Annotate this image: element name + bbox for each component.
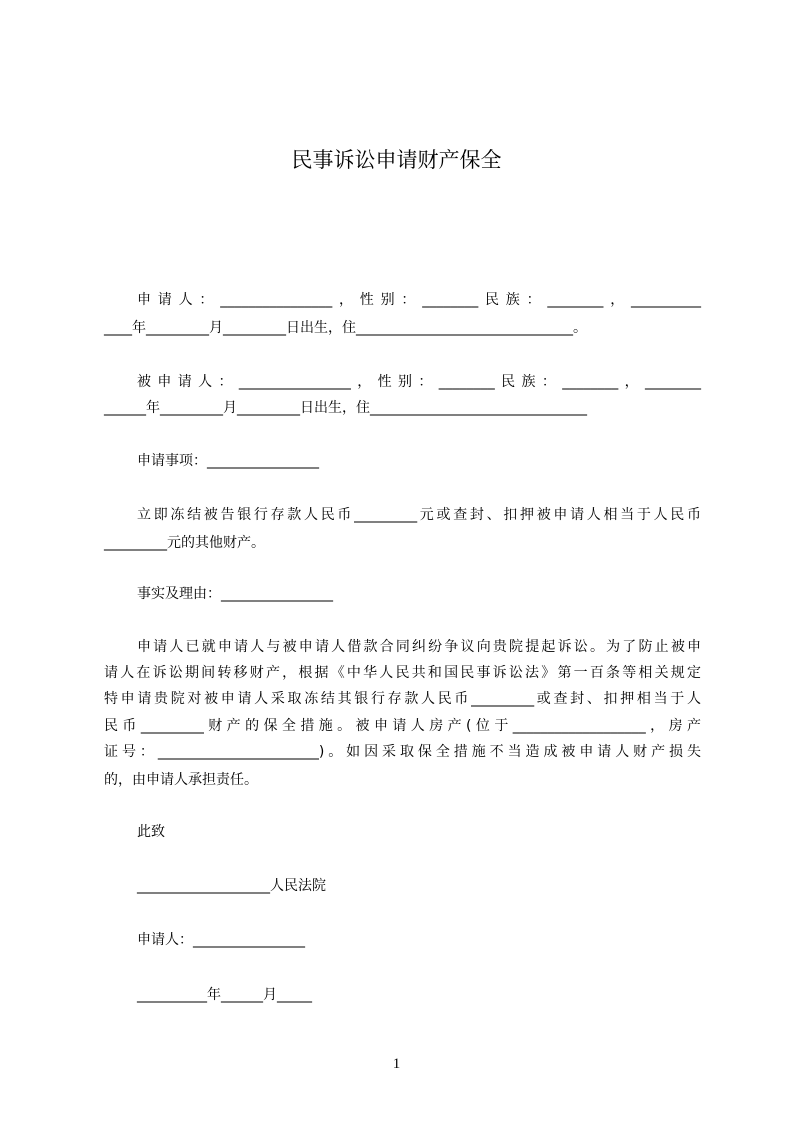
applicant-line-2: ____年_________月_________日出生，住_______________________________。 xyxy=(104,320,587,336)
body-line-3: 特申请贵院对被申请人采取冻结其银行存款人民币_________或查封、扣押相当于人 xyxy=(104,691,701,707)
applicant-line-1: 申请人：________________，性别：________民族：________，__________ xyxy=(137,292,701,308)
body-line-6: 的，由申请人承担责任。 xyxy=(104,772,258,788)
body-line-1: 申请人已就申请人与被申请人借款合同纠纷争议向贵院提起诉讼。为了防止被申 xyxy=(137,639,701,655)
respondent-line-2: ______年_________月_________日出生，住_______________________________ xyxy=(104,400,587,416)
request-line-1: 立即冻结被告银行存款人民币_________元或查封、扣押被申请人相当于人民币 xyxy=(137,507,701,523)
respondent-line-1: 被申请人：________________，性别：________民族：________，________ xyxy=(137,374,701,390)
signature-date: __________年______月_____ xyxy=(137,987,312,1003)
salutation: 此致 xyxy=(137,824,165,840)
request-line-2: _________元的其他财产。 xyxy=(104,535,265,551)
body-line-5: 证号：_______________________)。如因采取保全措施不当造成被申请人财产损失 xyxy=(104,744,701,760)
document-title: 民事诉讼申请财产保全 xyxy=(291,148,502,172)
page-number: 1 xyxy=(392,1056,401,1072)
body-line-4: 民币_________财产的保全措施。被申请人房产(位于___________________，房产 xyxy=(104,718,701,734)
request-items: 申请事项：________________ xyxy=(137,453,319,469)
body-line-2: 请人在诉讼期间转移财产，根据《中华人民共和国民事诉讼法》第一百条等相关规定 xyxy=(104,665,701,681)
facts-reasons: 事实及理由：________________ xyxy=(137,586,333,602)
court-name: ___________________人民法院 xyxy=(137,878,326,894)
signature-applicant: 申请人：________________ xyxy=(137,932,305,948)
